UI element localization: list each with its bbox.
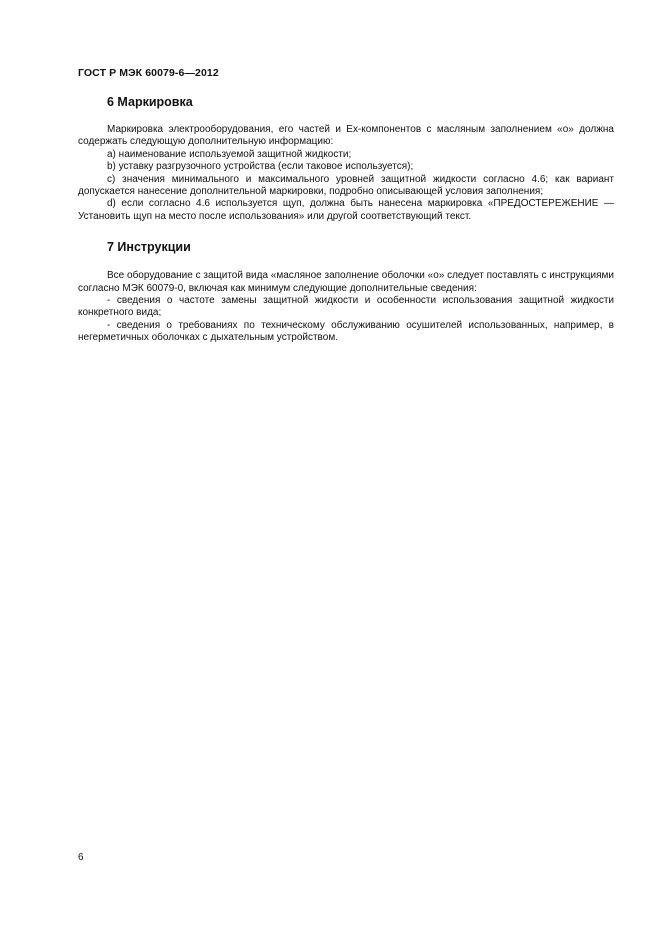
section-7-heading: 7 Инструкции [107, 240, 191, 255]
section-6-item-d: d) если согласно 4.6 используется щуп, должна быть нанесена маркировка «ПРЕДОСТЕРЕЖЕНИЕ — Установить щуп на место после использования» или другой соответствующий текст. [78, 198, 614, 222]
section-6-item-b: b) уставку разгрузочного устройства (если таковое используется); [107, 161, 414, 173]
section-6-heading: 6 Маркировка [107, 95, 193, 109]
document-body [78, 94, 614, 345]
section-7-bullet-1: - сведения о частоте замены защитной жидкости и особенности использования защитной жидкости конкретного вида; [78, 295, 614, 319]
section-6-item-a: a) наименование используемой защитной жидкости; [107, 148, 352, 160]
document-id: ГОСТ Р МЭК 60079-6—2012 [78, 67, 219, 79]
section-6-intro: Маркировка электрооборудования, его частей и Ex-компонентов с масляным заполнением «о» должна содержать следующую дополнительную информацию: [78, 124, 614, 148]
page-number: 6 [78, 852, 84, 863]
section-7-bullet-2: - сведения о требованиях по техническому обслуживанию осушителей использованных, например, в негерметичных оболочках с дыхательным устройством. [78, 319, 614, 344]
section-6-item-c: c) значения минимального и максимального уровней защитной жидкости согласно 4.6; как вариант допускается нанесение дополнительной маркировки, подробно описывающей условия заполнения; [78, 173, 614, 198]
section-7-intro: Все оборудование с защитой вида «масляное заполнение оболочки «о» следует поставлять с инструкциями согласно МЭК 60079-0, включая как минимум следующие дополнительные сведения: [78, 270, 614, 294]
